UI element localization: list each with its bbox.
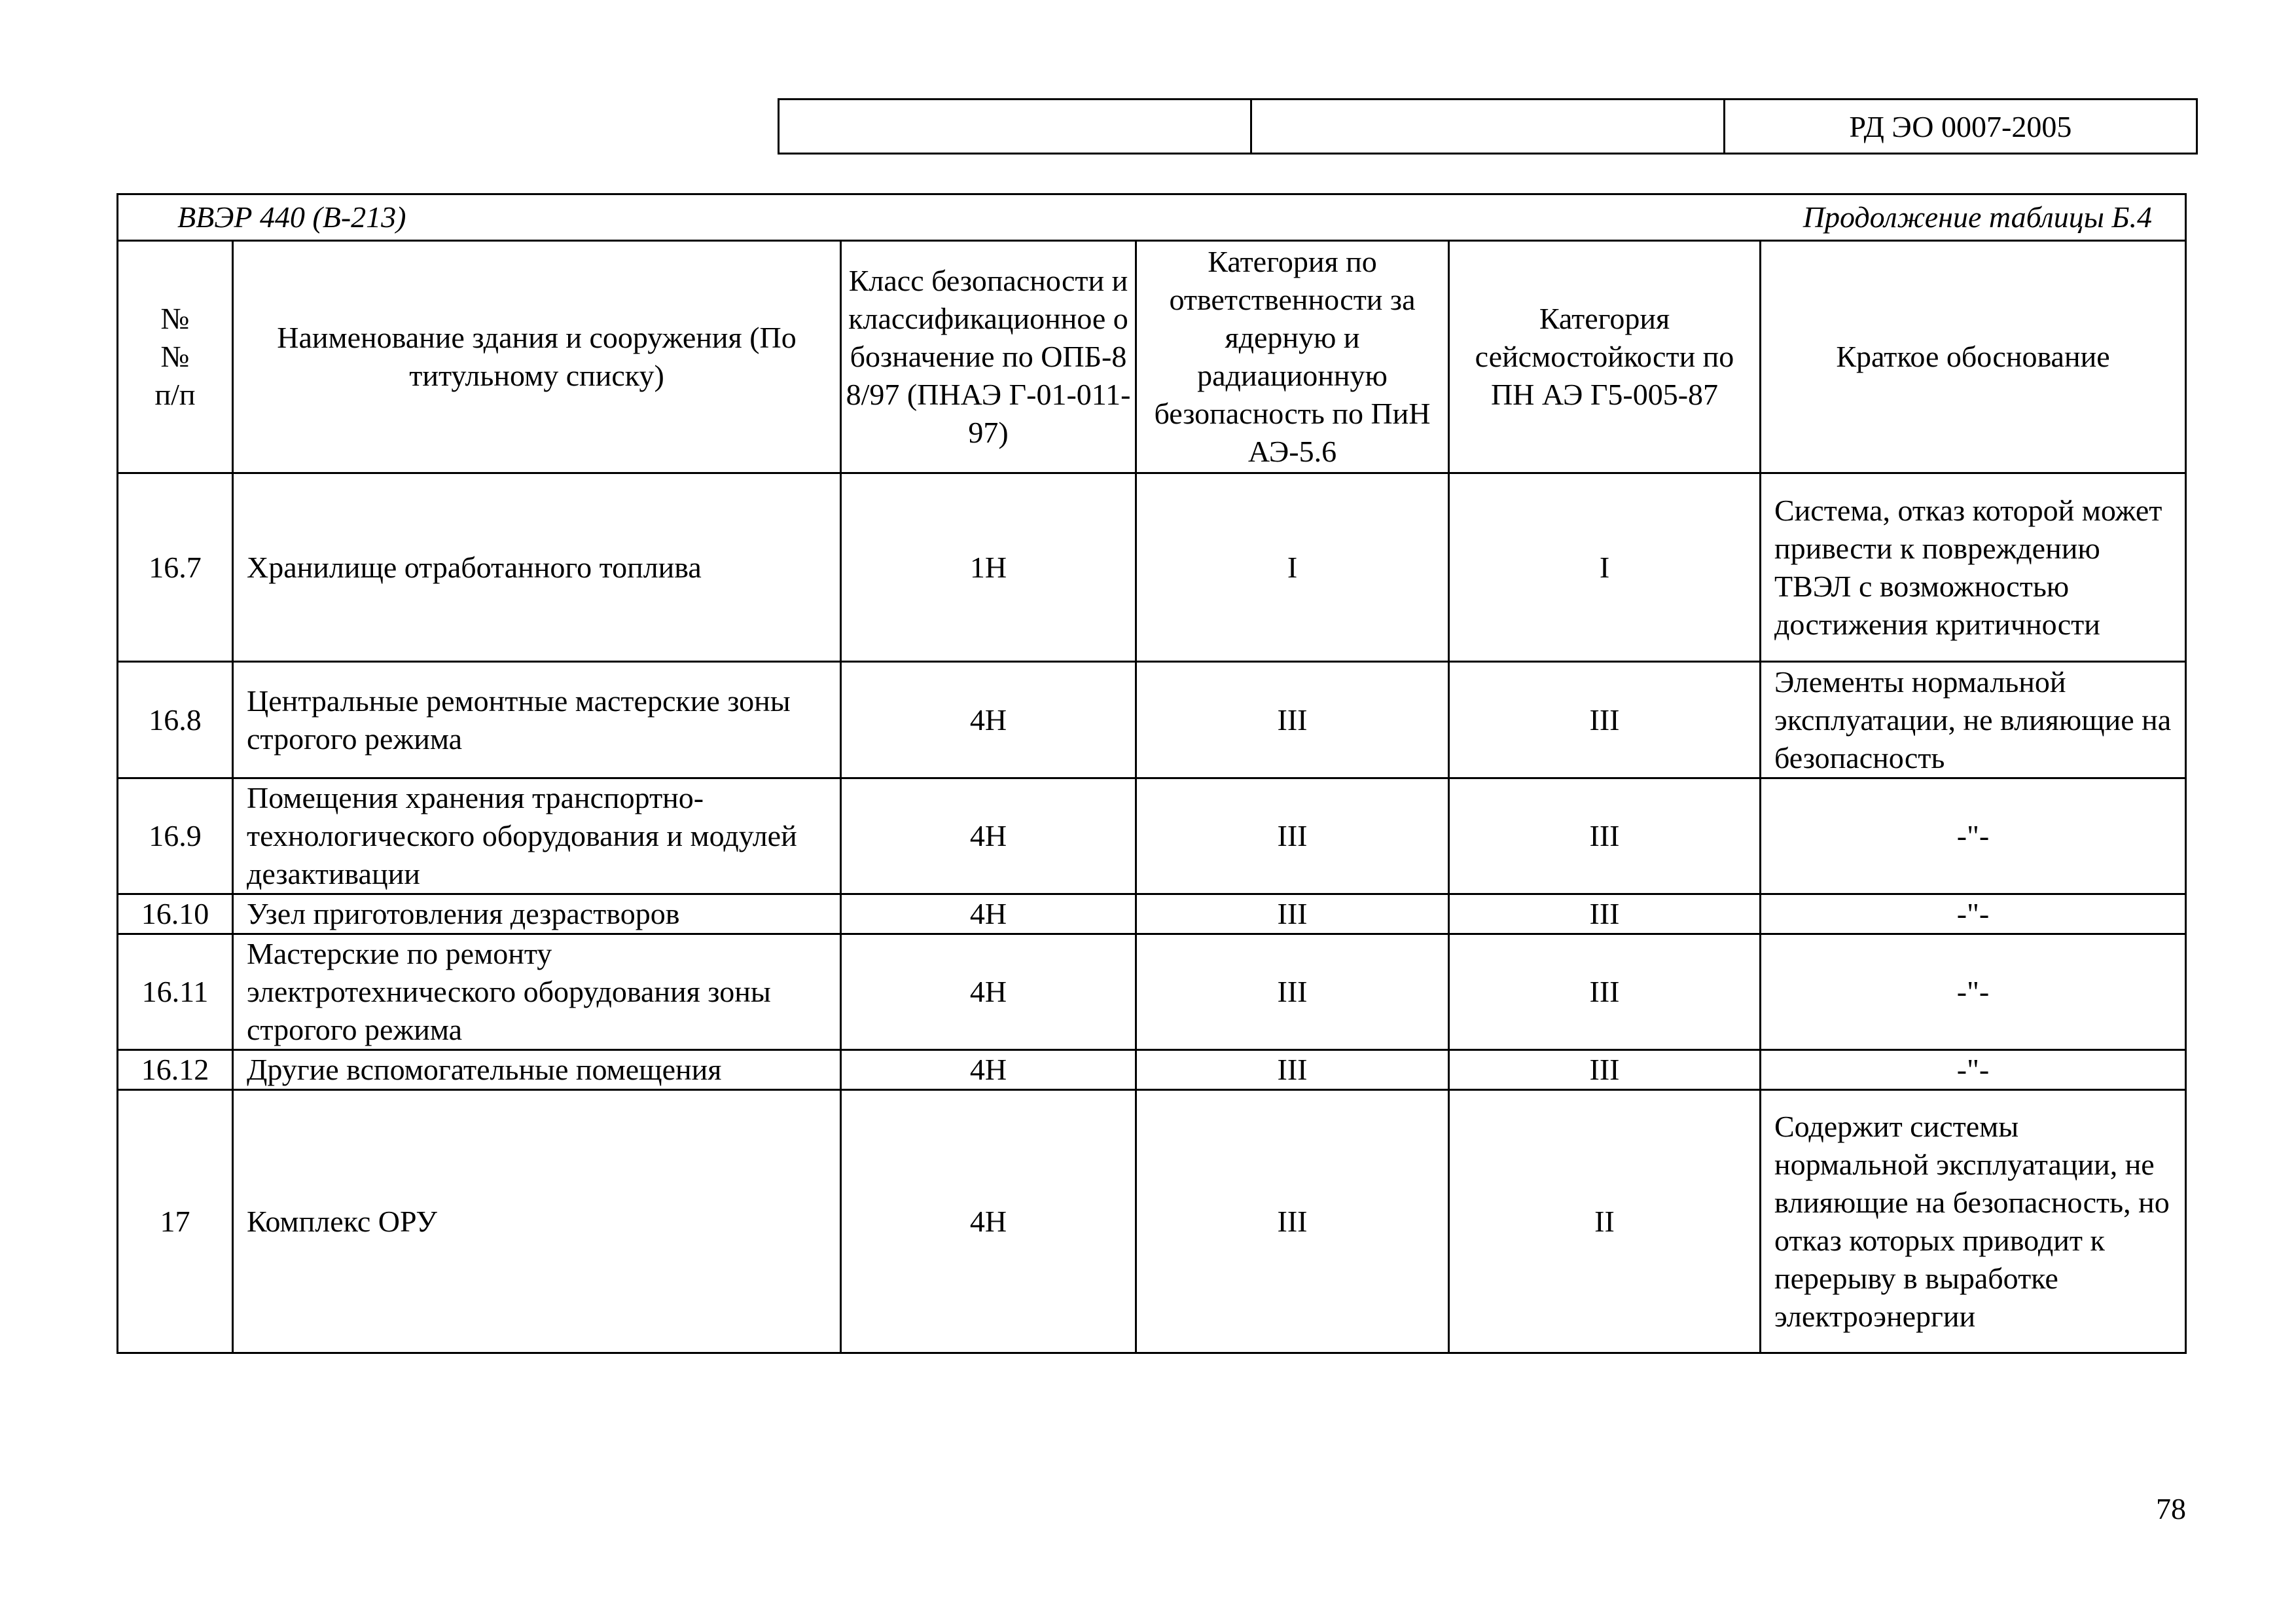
header-name: Наименование здания и сооружения (По титульному списку) [233,241,841,473]
row-name: Мастерские по ремонту электротехнического оборудования зоны строгого режима [233,934,841,1050]
row-name: Центральные ремонтные мастерские зоны строгого режима [233,662,841,778]
row-justification: -"- [1761,934,2186,1050]
row-responsibility: III [1136,1090,1449,1353]
row-num: 16.7 [118,473,233,662]
row-safety-class: 4Н [841,1090,1136,1353]
reactor-type-caption: ВВЭР 440 (В-213) [177,200,406,234]
row-justification: Содержит системы нормальной эксплуатации, не влияющие на безопасность, но отказ которых приводит к перерыву в выработке электроэнергии [1761,1090,2186,1353]
row-responsibility: I [1136,473,1449,662]
table-caption-row [118,194,2186,241]
row-name: Другие вспомогательные помещения [233,1050,841,1090]
row-name: Узел приготовления дезрастворов [233,894,841,934]
table-row [118,662,2186,778]
table-row [118,1050,2186,1090]
row-justification: -"- [1761,1050,2186,1090]
row-num: 16.10 [118,894,233,934]
row-seismic: III [1449,778,1761,894]
row-name: Помещения хранения транспортно-технологического оборудования и модулей дезактивации [233,778,841,894]
row-justification: -"- [1761,778,2186,894]
row-seismic: III [1449,894,1761,934]
row-responsibility: III [1136,894,1449,934]
table-row [118,934,2186,1050]
row-safety-class: 4Н [841,934,1136,1050]
table-continuation-caption: Продолжение таблицы Б.4 [1803,200,2153,234]
row-safety-class: 4Н [841,894,1136,934]
row-safety-class: 1Н [841,473,1136,662]
row-safety-class: 4Н [841,662,1136,778]
row-num: 16.8 [118,662,233,778]
stamp-cell-empty-2 [1251,100,1724,154]
document-stamp [778,98,2198,155]
header-justification: Краткое обоснование [1761,241,2186,473]
row-num: 17 [118,1090,233,1353]
row-num: 16.12 [118,1050,233,1090]
row-safety-class: 4Н [841,778,1136,894]
row-safety-class: 4Н [841,1050,1136,1090]
table-row [118,778,2186,894]
row-num: 16.11 [118,934,233,1050]
classification-table [117,193,2187,1354]
row-name: Комплекс ОРУ [233,1090,841,1353]
row-responsibility: III [1136,778,1449,894]
row-justification: Элементы нормальной эксплуатации, не влияющие на безопасность [1761,662,2186,778]
row-seismic: I [1449,473,1761,662]
row-seismic: III [1449,662,1761,778]
header-safety-class: Класс безопасности и классификационное обозначение по ОПБ-88/97 (ПНАЭ Г-01-011-97) [841,241,1136,473]
row-seismic: II [1449,1090,1761,1353]
row-seismic: III [1449,934,1761,1050]
header-responsibility: Категория по ответственности за ядерную и радиационную безопасность по ПиН АЭ-5.6 [1136,241,1449,473]
row-responsibility: III [1136,934,1449,1050]
table-header-row [118,241,2186,473]
table-row [118,894,2186,934]
header-num: №№ п/п [118,241,233,473]
stamp-cell-empty-1 [779,100,1251,154]
row-justification: Система, отказ которой может привести к повреждению ТВЭЛ с возможностью достижения критичности [1761,473,2186,662]
page-number: 78 [2156,1492,2186,1525]
row-responsibility: III [1136,1050,1449,1090]
row-seismic: III [1449,1050,1761,1090]
row-name: Хранилище отработанного топлива [233,473,841,662]
row-responsibility: III [1136,662,1449,778]
document-code: РД ЭО 0007-2005 [1724,100,2197,154]
table-row [118,1090,2186,1353]
header-seismic: Категория сейсмостойкости по ПН АЭ Г5-005-87 [1449,241,1761,473]
row-num: 16.9 [118,778,233,894]
table-row [118,473,2186,662]
row-justification: -"- [1761,894,2186,934]
